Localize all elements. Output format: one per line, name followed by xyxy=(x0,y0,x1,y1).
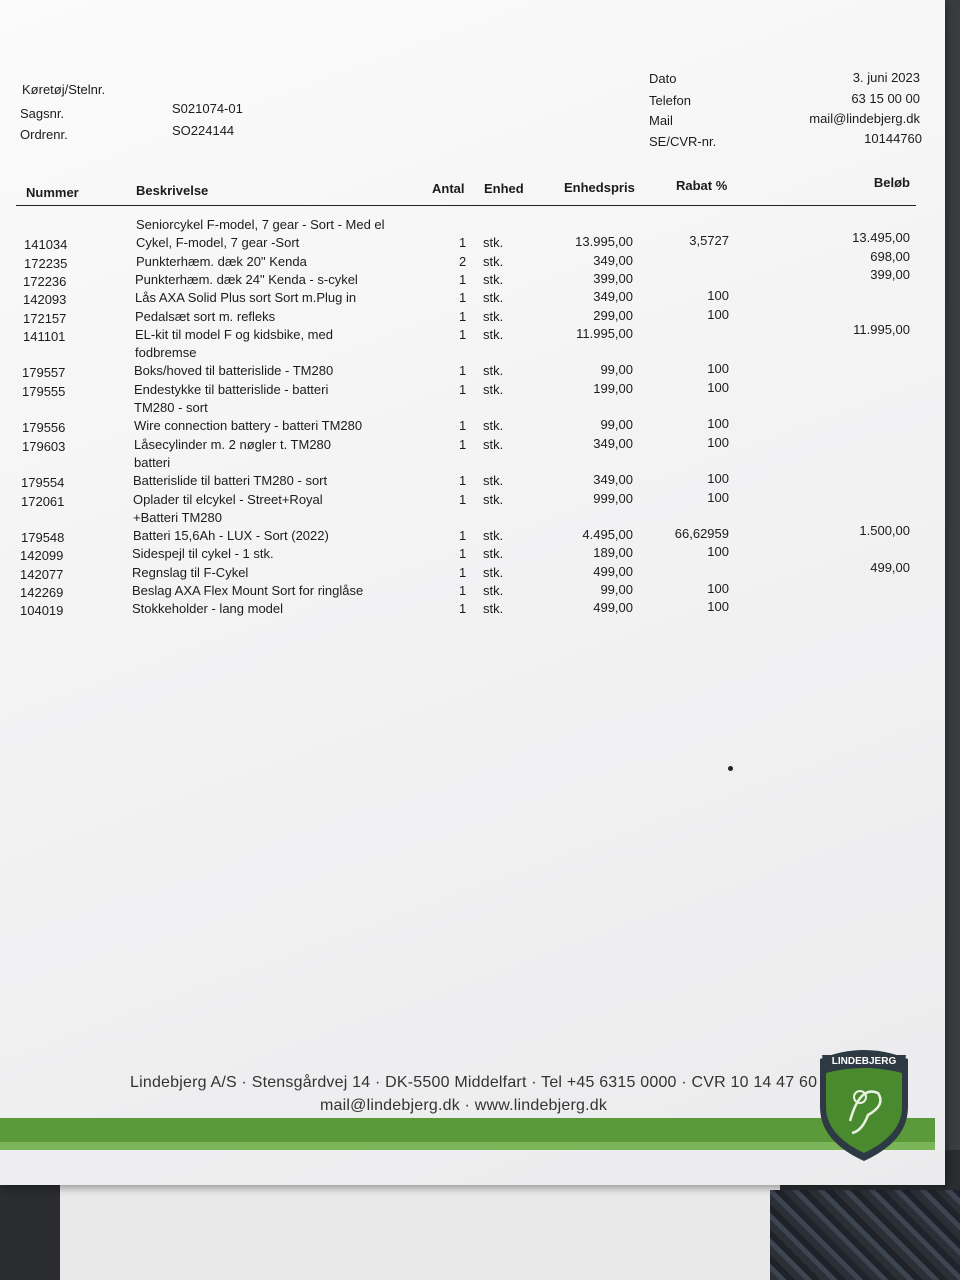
mail-label: Mail xyxy=(649,113,673,128)
item-unit: stk. xyxy=(483,253,504,269)
item-number: 179557 xyxy=(22,365,66,381)
item-unit-price: 199,00 xyxy=(593,380,633,396)
phone-label: Telefon xyxy=(649,93,691,108)
item-description: TM280 - sort xyxy=(134,400,208,415)
item-unit-price: 499,00 xyxy=(593,600,633,616)
item-qty: 1 xyxy=(459,583,467,598)
item-qty: 1 xyxy=(459,381,467,397)
item-unit: stk. xyxy=(483,583,504,598)
col-description: Beskrivelse xyxy=(136,183,209,198)
item-unit-price: 99,00 xyxy=(600,362,633,378)
item-qty: 1 xyxy=(459,418,467,434)
item-qty: 1 xyxy=(459,363,467,379)
order-value: SO224144 xyxy=(172,123,235,138)
item-description: batteri xyxy=(134,454,171,470)
item-unit-price: 349,00 xyxy=(593,435,633,451)
item-discount: 100 xyxy=(707,544,729,560)
item-number: 179555 xyxy=(22,383,66,399)
item-description: Punkterhæm. dæk 20" Kenda xyxy=(136,253,307,269)
item-number: 179603 xyxy=(22,438,66,454)
cvr-label: SE/CVR-nr. xyxy=(649,134,717,149)
item-discount: 100 xyxy=(707,288,729,304)
item-description: Endestykke til batterislide - batteri xyxy=(134,381,329,397)
item-unit: stk. xyxy=(483,290,504,306)
item-amount: 499,00 xyxy=(870,559,910,575)
item-qty: 1 xyxy=(459,436,467,452)
item-qty: 1 xyxy=(459,601,467,617)
item-unit: stk. xyxy=(483,418,504,434)
item-description: Pedalsæt sort m. refleks xyxy=(135,308,276,324)
item-unit: stk. xyxy=(483,235,504,251)
header-rule xyxy=(16,205,916,206)
item-description: Seniorcykel F-model, 7 gear - Sort - Med el xyxy=(136,217,385,232)
item-unit: stk. xyxy=(483,473,504,489)
col-qty: Antal xyxy=(432,181,465,196)
footer-green-bar xyxy=(0,1118,935,1142)
col-number: Nummer xyxy=(26,185,79,200)
item-number: 172235 xyxy=(24,255,68,271)
case-label: Sagsnr. xyxy=(20,106,65,121)
item-description: Låsecylinder m. 2 nøgler t. TM280 xyxy=(134,436,332,452)
item-unit: stk. xyxy=(483,363,504,379)
item-description: Cykel, F-model, 7 gear -Sort xyxy=(136,235,300,251)
item-number: 141101 xyxy=(23,328,66,344)
item-description: Sidespejl til cykel - 1 stk. xyxy=(132,546,274,562)
footer-contact: mail@lindebjerg.dk · www.lindebjerg.dk xyxy=(320,1097,608,1114)
item-unit: stk. xyxy=(483,381,504,397)
item-number: 104019 xyxy=(20,603,64,619)
item-discount: 100 xyxy=(707,599,729,615)
item-discount: 100 xyxy=(707,489,729,505)
item-unit: stk. xyxy=(483,564,504,580)
fabric-corner xyxy=(770,1190,960,1280)
item-description: Punkterhæm. dæk 24" Kenda - s-cykel xyxy=(135,271,358,287)
phone-value: 63 15 00 00 xyxy=(851,91,920,106)
item-number: 179548 xyxy=(21,530,65,546)
cvr-value: 10144760 xyxy=(864,131,922,146)
item-amount: 13.495,00 xyxy=(852,230,910,246)
item-unit-price: 189,00 xyxy=(593,545,633,561)
item-unit-price: 99,00 xyxy=(600,417,633,433)
item-description: Regnslag til F-Cykel xyxy=(132,564,249,580)
item-unit-price: 399,00 xyxy=(593,270,633,286)
item-qty: 1 xyxy=(459,546,467,562)
item-unit-price: 349,00 xyxy=(593,252,633,268)
item-discount: 3,5727 xyxy=(689,233,729,249)
item-number: 142093 xyxy=(23,292,67,308)
item-discount: 100 xyxy=(707,361,729,377)
item-unit-price: 99,00 xyxy=(600,582,633,597)
item-unit-price: 349,00 xyxy=(593,289,633,305)
item-unit: stk. xyxy=(483,491,504,507)
item-description: +Batteri TM280 xyxy=(133,509,223,525)
item-description: Wire connection battery - batteri TM280 xyxy=(134,418,363,434)
item-unit-price: 4.495,00 xyxy=(582,527,633,543)
item-amount: 1.500,00 xyxy=(859,523,910,539)
item-unit-price: 299,00 xyxy=(593,307,633,323)
item-unit-price: 13.995,00 xyxy=(575,234,633,250)
item-amount: 11.995,00 xyxy=(853,321,910,337)
item-unit-price: 349,00 xyxy=(593,472,633,488)
item-description: Oplader til elcykel - Street+Royal xyxy=(133,491,323,507)
item-description: Stokkeholder - lang model xyxy=(132,601,284,617)
footer-address: Lindebjerg A/S · Stensgårdvej 14 · DK-5500 Middelfart · Tel +45 6315 0000 · CVR 10 14 47 60 xyxy=(130,1074,818,1091)
case-value: S021074-01 xyxy=(172,101,243,116)
item-unit-price: 11.995,00 xyxy=(576,325,633,341)
item-qty: 1 xyxy=(459,473,467,489)
item-number: 142099 xyxy=(20,548,64,564)
date-value: 3. juni 2023 xyxy=(852,70,920,85)
col-discount: Rabat % xyxy=(676,178,728,193)
item-qty: 1 xyxy=(459,235,467,251)
item-qty: 1 xyxy=(459,564,467,580)
item-number: 141034 xyxy=(24,237,68,253)
ink-dot xyxy=(728,766,733,771)
col-unit-price: Enhedspris xyxy=(564,180,635,195)
item-amount: 399,00 xyxy=(870,266,910,282)
item-amount: 698,00 xyxy=(870,248,910,264)
item-unit: stk. xyxy=(483,601,504,617)
item-qty: 1 xyxy=(459,528,467,544)
item-qty: 1 xyxy=(459,271,467,287)
item-unit: stk. xyxy=(483,326,504,342)
item-number: 172061 xyxy=(21,493,65,509)
date-label: Dato xyxy=(649,71,677,86)
item-discount: 100 xyxy=(707,379,729,395)
footer-green-bar-light xyxy=(0,1142,935,1150)
item-unit: stk. xyxy=(483,271,504,287)
item-number: 179554 xyxy=(21,475,65,491)
item-discount: 100 xyxy=(707,306,729,322)
item-unit-price: 999,00 xyxy=(593,490,633,506)
item-qty: 1 xyxy=(459,308,467,324)
item-description: Lås AXA Solid Plus sort Sort m.Plug in xyxy=(135,290,357,306)
item-number: 142269 xyxy=(20,585,64,600)
item-unit-price: 499,00 xyxy=(593,563,633,579)
col-amount: Beløb xyxy=(873,175,910,190)
item-number: 172157 xyxy=(23,310,67,326)
logo-text: LINDEBJERG xyxy=(831,1056,897,1067)
item-number: 179556 xyxy=(22,420,66,436)
item-description: fodbremse xyxy=(135,345,197,361)
item-discount: 100 xyxy=(707,471,729,487)
item-discount: 100 xyxy=(707,581,729,596)
item-discount: 100 xyxy=(707,434,729,450)
item-description: EL-kit til model F og kidsbike, med xyxy=(135,326,333,342)
vehicle-label: Køretøj/Stelnr. xyxy=(22,82,106,97)
item-number: 142077 xyxy=(20,566,64,582)
col-unit: Enhed xyxy=(484,181,524,196)
item-unit: stk. xyxy=(483,528,504,544)
item-qty: 1 xyxy=(459,326,467,342)
item-unit: stk. xyxy=(483,436,504,452)
item-description: Beslag AXA Flex Mount Sort for ringlåse xyxy=(132,583,364,598)
item-description: Batteri 15,6Ah - LUX - Sort (2022) xyxy=(133,528,329,544)
item-qty: 1 xyxy=(459,491,467,507)
lindebjerg-logo xyxy=(816,1045,912,1163)
item-unit: stk. xyxy=(483,308,504,324)
item-qty: 2 xyxy=(459,253,467,269)
item-unit: stk. xyxy=(483,546,504,562)
item-description: Batterislide til batteri TM280 - sort xyxy=(133,473,328,489)
order-label: Ordrenr. xyxy=(20,127,68,142)
item-number: 172236 xyxy=(23,273,67,289)
mail-value: mail@lindebjerg.dk xyxy=(809,111,920,126)
item-discount: 100 xyxy=(707,416,729,432)
item-discount: 66,62959 xyxy=(674,526,729,542)
item-description: Boks/hoved til batterislide - TM280 xyxy=(134,363,334,379)
item-qty: 1 xyxy=(459,290,467,306)
